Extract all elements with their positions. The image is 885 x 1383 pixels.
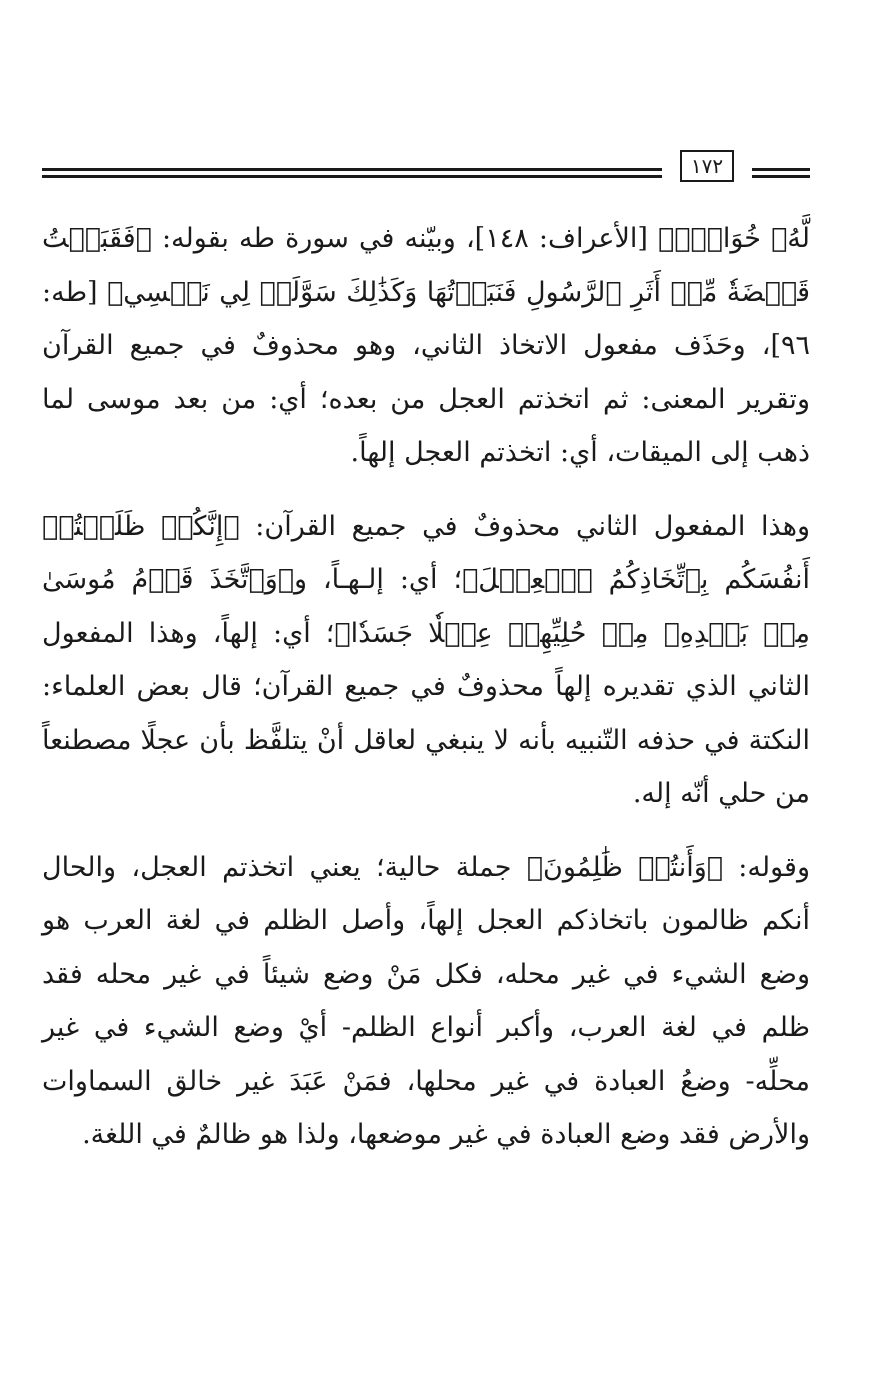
header-rule-long-top xyxy=(42,168,662,171)
body-text xyxy=(42,212,810,1162)
page-header xyxy=(42,150,810,190)
paragraph-3: وقوله: ﴿وَأَنتُمۡ ظَٰلِمُونَ﴾ جملة حالية؛ يعني اتخذتم العجل، والحال أنكم ظالمون باتخاذكم العجل إلهاً، وأصل الظلم في لغة العرب هو وضع الشيء في غير محله، فكل مَنْ وضع شيئاً في غير محله فقد ظلم في لغة العرب، وأكبر أنواع الظلم- أيْ وضع الشيء في غير محلِّه- وضعُ العبادة في غير محلها، فمَنْ عَبَدَ غير خالق السماوات والأرض فقد وضع العبادة في غير موضعها، ولذا هو ظالمٌ في اللغة. xyxy=(42,851,810,1150)
paragraph-2: وهذا المفعول الثاني محذوفٌ في جميع القرآن: ﴿إِنَّكُمۡ ظَلَمۡتُمۡ أَنفُسَكُم بِٱتِّخَاذِكُمُ ٱلۡعِجۡلَ﴾؛ أي: إلـهـاً، و﴿وَٱتَّخَذَ قَوۡمُ مُوسَىٰ مِنۢ بَعۡدِهِۦ مِنۡ حُلِيِّهِمۡ عِجۡلٗا جَسَدٗا﴾؛ أي: إلهاً، وهذا المفعول الثاني الذي تقديره إلهاً محذوفٌ في جميع القرآن؛ قال بعض العلماء: النكتة في حذفه التّنبيه بأنه لا ينبغي لعاقل أنْ يتلفَّظ بأن عجلًا مصطنعاً من حلي أنّه إله. xyxy=(42,510,810,809)
page-number: ١٧٢ xyxy=(680,150,734,182)
header-rule-long-bottom xyxy=(42,175,662,178)
header-rule-short-bottom xyxy=(752,175,810,178)
header-rule-short-top xyxy=(752,168,810,171)
paragraph-1: لَّهُۥ خُوَارٌۚ﴾ [الأعراف: ١٤٨]، وبيّنه في سورة طه بقوله: ﴿فَقَبَضۡتُ قَبۡضَةٗ مِّنۡ أَثَرِ ٱلرَّسُولِ فَنَبَذۡتُهَا وَكَذَٰلِكَ سَوَّلَتۡ لِي نَفۡسِي﴾ [طه: ٩٦]، وحَذَف مفعول الاتخاذ الثاني، وهو محذوفٌ في جميع القرآن وتقرير المعنى: ثم اتخذتم العجل من بعده؛ أي: من بعد موسى لما ذهب إلى الميقات، أي: اتخذتم العجل إلهاً. xyxy=(42,223,810,468)
